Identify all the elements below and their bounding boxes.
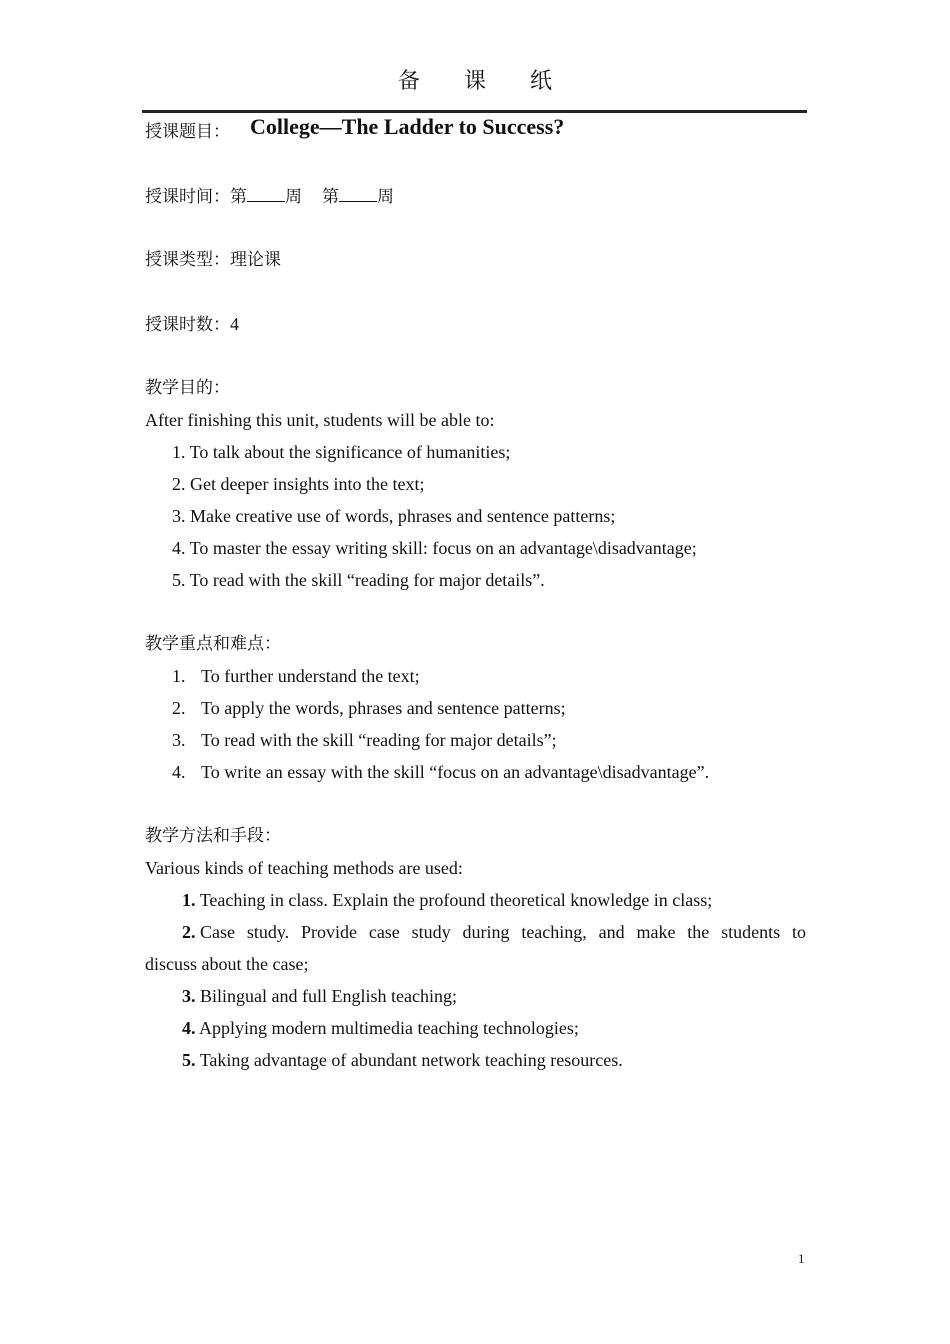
key-point-item xyxy=(172,697,566,719)
objectives-intro: After finishing this unit, students will be able to: xyxy=(145,410,495,430)
method-word: students xyxy=(721,922,781,942)
hours-value: 4 xyxy=(230,314,239,334)
method-item-justified xyxy=(182,921,806,943)
method-word: Case xyxy=(200,922,235,942)
method-word: study xyxy=(411,922,451,942)
week-suffix-1: 周 xyxy=(285,187,302,207)
type-label: 授课类型： xyxy=(145,250,230,270)
method-number: 5. xyxy=(182,1050,196,1070)
subject-title: College—The Ladder to Success? xyxy=(250,114,565,139)
key-point-text: To write an essay with the skill “focus on an advantage\disadvantage”. xyxy=(201,762,710,782)
method-text: Bilingual and full English teaching; xyxy=(200,986,457,1006)
method-word: the xyxy=(687,922,710,942)
method-word: teaching, xyxy=(521,922,587,942)
method-word: and xyxy=(598,922,625,942)
method-number: 3. xyxy=(182,986,196,1006)
key-point-number: 4. xyxy=(172,762,186,782)
page-header-title: 备课纸 xyxy=(397,69,596,94)
methods-heading: 教学方法和手段： xyxy=(145,826,281,846)
objective-item: 2. Get deeper insights into the text; xyxy=(172,474,425,494)
page-number: 1 xyxy=(798,1251,805,1266)
method-item xyxy=(182,985,457,1007)
week-prefix-1: 第 xyxy=(230,187,247,207)
method-word: case xyxy=(368,922,400,942)
method-number: 1. xyxy=(182,890,196,910)
method-word: make xyxy=(636,922,676,942)
type-row xyxy=(145,249,281,271)
key-point-text: To further understand the text; xyxy=(201,666,420,686)
header-divider xyxy=(142,110,807,113)
key-point-number: 1. xyxy=(172,666,186,686)
objectives-heading: 教学目的： xyxy=(145,378,230,398)
week-blank-1 xyxy=(247,185,285,202)
subject-row xyxy=(145,121,230,143)
key-point-number: 2. xyxy=(172,698,186,718)
objective-item: 1. To talk about the significance of humanities; xyxy=(172,442,511,462)
key-point-item xyxy=(172,665,420,687)
key-point-text: To apply the words, phrases and sentence patterns; xyxy=(201,698,566,718)
objective-item: 3. Make creative use of words, phrases and sentence patterns; xyxy=(172,506,616,526)
time-row xyxy=(145,185,394,208)
method-item xyxy=(182,1017,579,1039)
method-item xyxy=(182,889,712,911)
method-text: Taking advantage of abundant network teaching resources. xyxy=(199,1050,623,1070)
methods-intro: Various kinds of teaching methods are used: xyxy=(145,858,463,878)
key-point-item xyxy=(172,761,709,783)
method-word: to xyxy=(791,922,806,942)
key-point-item xyxy=(172,729,557,751)
objective-item: 4. To master the essay writing skill: focus on an advantage\disadvantage; xyxy=(172,538,697,558)
week-blank-2 xyxy=(339,185,377,202)
method-number: 2. xyxy=(182,922,196,942)
subject-label: 授课题目： xyxy=(145,122,230,142)
key-point-number: 3. xyxy=(172,730,186,750)
week-suffix-2: 周 xyxy=(377,187,394,207)
method-text: Teaching in class. Explain the profound theoretical knowledge in class; xyxy=(199,890,713,910)
key-point-text: To read with the skill “reading for major details”; xyxy=(201,730,557,750)
method-word: study. xyxy=(246,922,290,942)
method-continuation: discuss about the case; xyxy=(145,954,309,974)
hours-row xyxy=(145,313,239,336)
hours-label: 授课时数： xyxy=(145,315,230,335)
type-value: 理论课 xyxy=(230,250,281,270)
time-label: 授课时间： xyxy=(145,187,230,207)
method-item xyxy=(182,1049,623,1071)
method-word: during xyxy=(462,922,510,942)
method-word: Provide xyxy=(301,922,357,942)
objective-item: 5. To read with the skill “reading for major details”. xyxy=(172,570,545,590)
week-prefix-2: 第 xyxy=(322,187,339,207)
key-points-heading: 教学重点和难点： xyxy=(145,634,281,654)
method-text: Applying modern multimedia teaching technologies; xyxy=(199,1018,579,1038)
method-number: 4. xyxy=(182,1018,196,1038)
